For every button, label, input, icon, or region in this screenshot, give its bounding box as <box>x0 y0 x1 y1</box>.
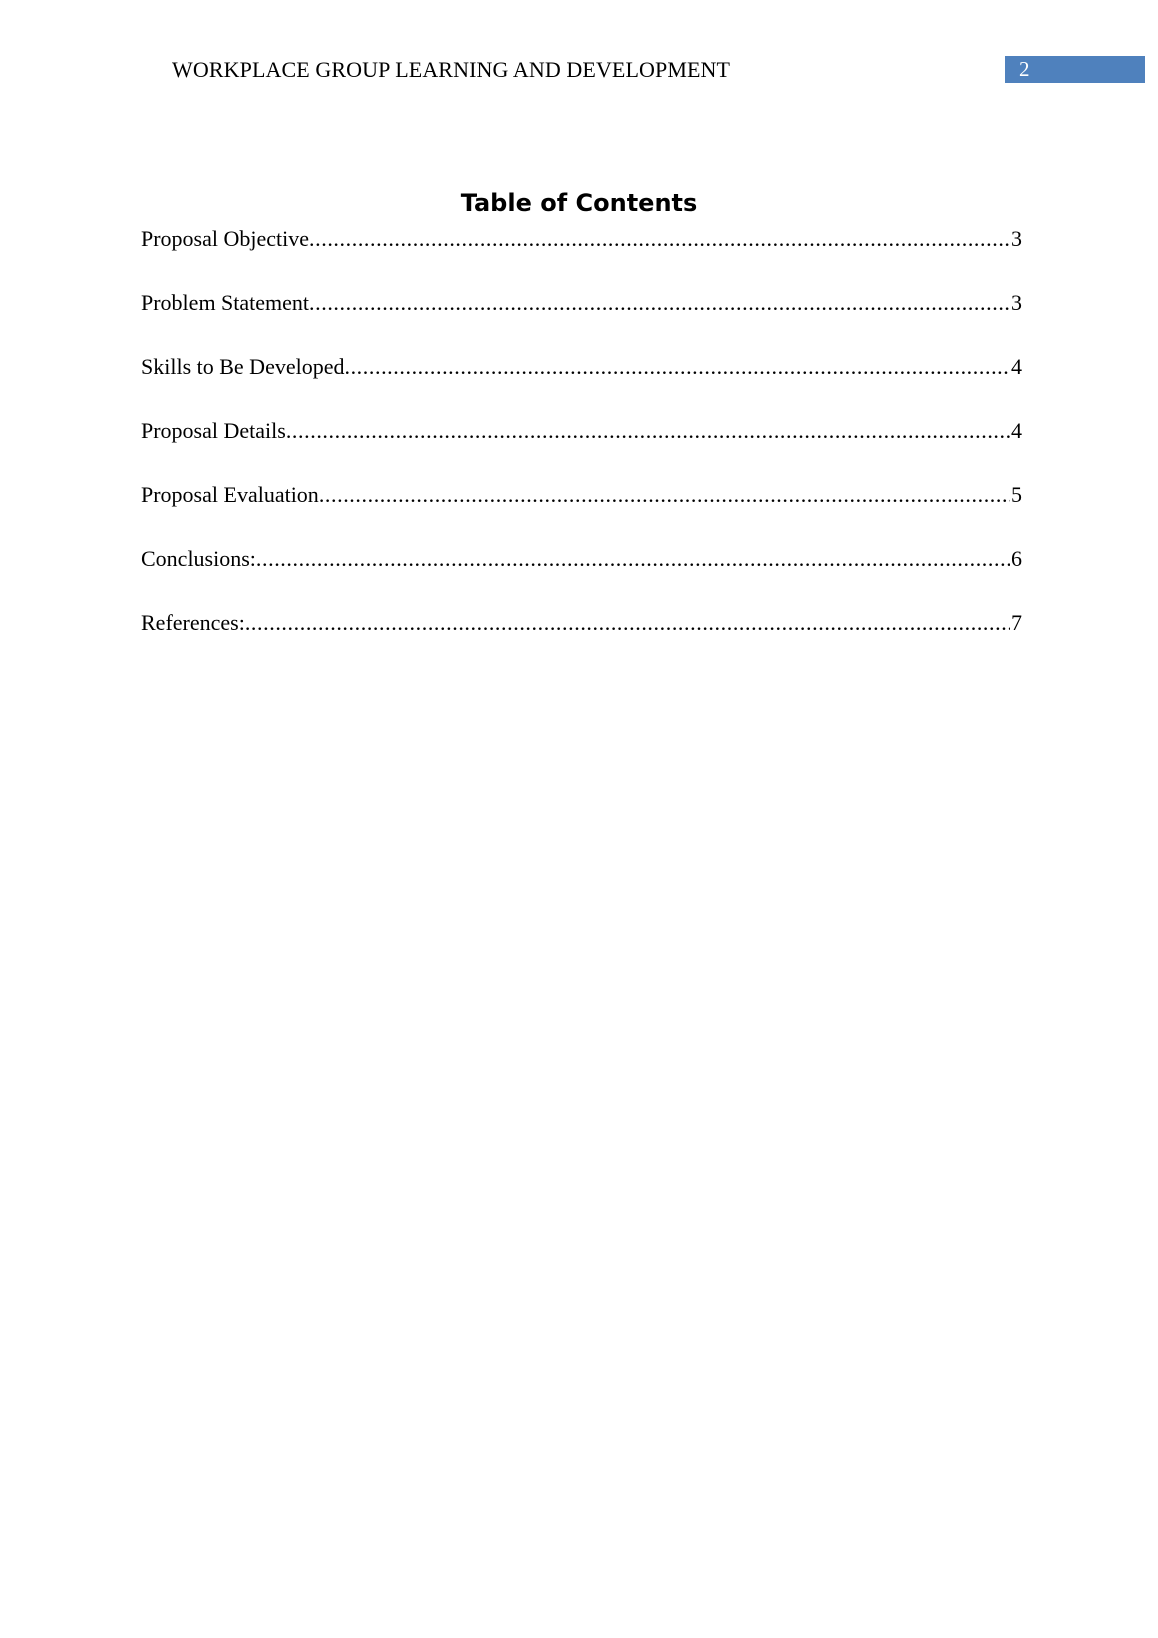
table-of-contents <box>141 224 1022 672</box>
toc-entry-label: References: <box>141 610 245 635</box>
toc-entry-page: 4 <box>1011 418 1022 443</box>
toc-entry-label: Proposal Evaluation <box>141 482 319 507</box>
page-number: 2 <box>1019 57 1030 81</box>
toc-entry-label: Skills to Be Developed <box>141 354 345 379</box>
toc-leader-dots <box>309 224 1010 254</box>
toc-entry-label: Conclusions: <box>141 546 256 571</box>
toc-entry-page: 6 <box>1011 546 1022 571</box>
toc-leader-dots <box>256 544 1010 574</box>
toc-leader-dots <box>286 416 1010 446</box>
toc-entry-references[interactable] <box>141 608 1022 672</box>
toc-entry-problem-statement[interactable] <box>141 288 1022 352</box>
toc-entry-conclusions[interactable] <box>141 544 1022 608</box>
toc-entry-proposal-evaluation[interactable] <box>141 480 1022 544</box>
toc-heading: Table of Contents <box>460 189 698 217</box>
toc-leader-dots <box>319 480 1010 510</box>
page-number-badge <box>1005 56 1145 83</box>
running-head-title: WORKPLACE GROUP LEARNING AND DEVELOPMENT <box>172 57 731 82</box>
toc-entry-label: Problem Statement <box>141 290 310 315</box>
toc-entry-page: 5 <box>1011 482 1022 507</box>
toc-entry-label: Proposal Details <box>141 418 286 443</box>
toc-entry-proposal-details[interactable] <box>141 416 1022 480</box>
toc-entry-page: 7 <box>1011 610 1022 635</box>
toc-entry-page: 4 <box>1011 354 1022 379</box>
toc-entry-skills-to-be-developed[interactable] <box>141 352 1022 416</box>
toc-entry-page: 3 <box>1011 226 1022 251</box>
toc-entry-proposal-objective[interactable] <box>141 224 1022 288</box>
toc-leader-dots <box>309 288 1010 318</box>
page-header <box>0 0 1158 110</box>
toc-entry-page: 3 <box>1011 290 1022 315</box>
toc-leader-dots <box>245 608 1010 638</box>
toc-leader-dots <box>344 352 1010 382</box>
toc-entry-label: Proposal Objective <box>141 226 310 251</box>
